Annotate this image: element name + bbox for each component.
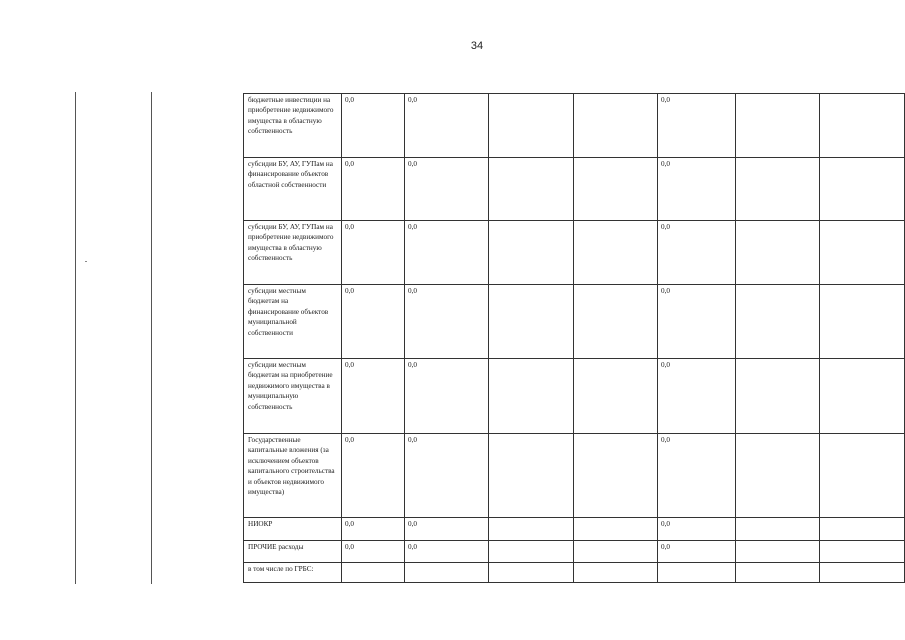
value-text: 0,0 (345, 223, 354, 231)
table-row (244, 285, 905, 359)
value-cell (405, 434, 489, 518)
value-text: 0,0 (661, 223, 670, 231)
value-cell (658, 94, 736, 158)
value-cell (405, 518, 489, 541)
empty-cell (820, 94, 905, 158)
row-label (244, 541, 342, 563)
empty-cell (820, 518, 905, 541)
row-label (244, 158, 342, 221)
row-label (244, 434, 342, 518)
row-label-text: НИОКР (248, 520, 273, 528)
empty-cell (820, 434, 905, 518)
value-cell (405, 285, 489, 359)
value-cell (658, 541, 736, 563)
empty-cell (574, 563, 658, 583)
row-label-text: субсидии БУ, АУ, ГУПам на финансирование объектов областной собственности (248, 160, 333, 189)
empty-cell (489, 563, 574, 583)
row-label (244, 221, 342, 285)
empty-cell (820, 541, 905, 563)
empty-cell (736, 158, 820, 221)
value-text: 0,0 (408, 361, 417, 369)
value-text: 0,0 (661, 287, 670, 295)
value-text: 0,0 (345, 543, 354, 551)
empty-cell (489, 285, 574, 359)
row-label-text: бюджетные инвестиции на приобретение недвижимого имущества в областную собственность (248, 96, 334, 136)
value-cell (342, 94, 405, 158)
table-row (244, 434, 905, 518)
value-cell (342, 158, 405, 221)
value-text: 0,0 (408, 543, 417, 551)
empty-cell (489, 158, 574, 221)
value-text: 0,0 (661, 96, 670, 104)
value-cell (658, 518, 736, 541)
empty-cell (574, 221, 658, 285)
empty-cell (574, 359, 658, 434)
empty-cell (736, 541, 820, 563)
empty-cell (489, 541, 574, 563)
empty-cell (489, 94, 574, 158)
value-cell (658, 359, 736, 434)
value-cell (342, 221, 405, 285)
value-text: 0,0 (345, 436, 354, 444)
row-label (244, 285, 342, 359)
scan-speck (85, 261, 87, 262)
value-cell (405, 359, 489, 434)
value-text: 0,0 (345, 287, 354, 295)
value-cell (405, 563, 489, 583)
left-column-line (151, 92, 152, 584)
value-text: 0,0 (661, 160, 670, 168)
value-cell (658, 285, 736, 359)
row-label-text: Государственные капитальные вложения (за исключением объектов капитального строительства и объектов недвижимого имущества) (248, 436, 335, 497)
budget-table (243, 93, 905, 583)
value-cell (658, 434, 736, 518)
page-number: 34 (470, 40, 484, 52)
value-cell (405, 221, 489, 285)
row-label-text: субсидии местным бюджетам на приобретение недвижимого имущества в муниципальную собственность (248, 361, 333, 411)
table-row (244, 518, 905, 541)
value-text: 0,0 (345, 361, 354, 369)
row-label-text: в том числе по ГРБС: (248, 565, 314, 573)
value-cell (342, 541, 405, 563)
value-text: 0,0 (661, 436, 670, 444)
empty-cell (574, 285, 658, 359)
value-cell (342, 434, 405, 518)
value-text: 0,0 (408, 160, 417, 168)
row-label-text: ПРОЧИЕ расходы (248, 543, 304, 551)
empty-cell (820, 359, 905, 434)
row-label-text: субсидии местным бюджетам на финансирование объектов муниципальной собственности (248, 287, 329, 337)
empty-cell (574, 94, 658, 158)
table-body (244, 94, 905, 583)
row-label (244, 94, 342, 158)
empty-cell (489, 434, 574, 518)
row-label (244, 563, 342, 583)
empty-cell (736, 359, 820, 434)
table-row (244, 94, 905, 158)
empty-cell (736, 434, 820, 518)
empty-cell (489, 518, 574, 541)
value-cell (658, 563, 736, 583)
value-text: 0,0 (345, 160, 354, 168)
value-text: 0,0 (408, 287, 417, 295)
empty-cell (820, 563, 905, 583)
value-text: 0,0 (345, 520, 354, 528)
value-text: 0,0 (408, 223, 417, 231)
empty-cell (736, 221, 820, 285)
value-text: 0,0 (408, 520, 417, 528)
table-row (244, 158, 905, 221)
empty-cell (489, 221, 574, 285)
value-cell (405, 158, 489, 221)
empty-cell (574, 541, 658, 563)
table-row (244, 563, 905, 583)
row-label (244, 359, 342, 434)
left-border-line (75, 92, 76, 584)
empty-cell (574, 158, 658, 221)
empty-cell (820, 221, 905, 285)
empty-cell (820, 158, 905, 221)
value-cell (405, 94, 489, 158)
value-cell (658, 158, 736, 221)
value-cell (405, 541, 489, 563)
empty-cell (489, 359, 574, 434)
value-text: 0,0 (661, 361, 670, 369)
value-cell (658, 221, 736, 285)
value-text: 0,0 (661, 543, 670, 551)
empty-cell (736, 94, 820, 158)
empty-cell (736, 285, 820, 359)
empty-cell (736, 518, 820, 541)
value-cell (342, 285, 405, 359)
table-row (244, 221, 905, 285)
empty-cell (820, 285, 905, 359)
empty-cell (574, 518, 658, 541)
value-cell (342, 518, 405, 541)
value-text: 0,0 (345, 96, 354, 104)
table-row (244, 359, 905, 434)
empty-cell (574, 434, 658, 518)
value-text: 0,0 (661, 520, 670, 528)
value-text: 0,0 (408, 96, 417, 104)
row-label-text: субсидии БУ, АУ, ГУПам на приобретение недвижимого имущества в областную собственность (248, 223, 334, 263)
table-row (244, 541, 905, 563)
empty-cell (736, 563, 820, 583)
value-cell (342, 563, 405, 583)
value-text: 0,0 (408, 436, 417, 444)
row-label (244, 518, 342, 541)
value-cell (342, 359, 405, 434)
